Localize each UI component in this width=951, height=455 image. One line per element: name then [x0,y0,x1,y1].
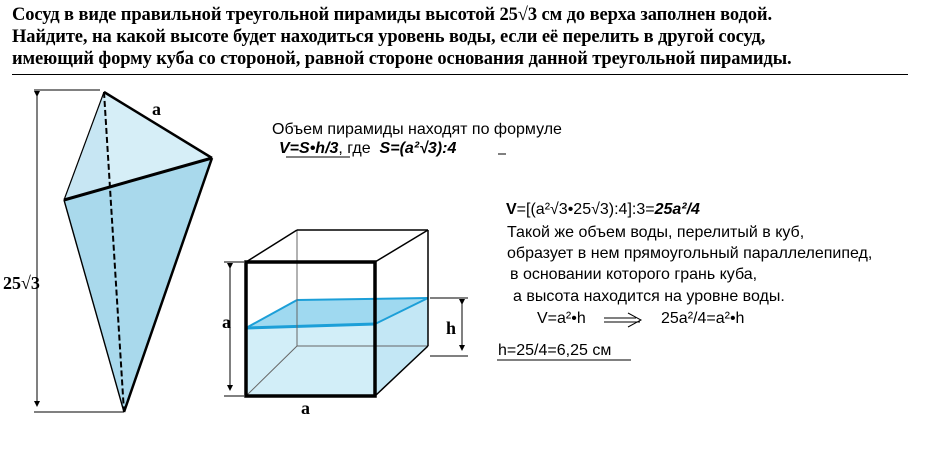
cube [224,230,468,396]
formula-volume: V=S•h/3 [279,140,339,157]
volume-calculation [506,201,700,219]
explanation-line-1: Такой же объем воды, перелитый в куб, [507,224,805,241]
cube-volume-eq: V=a²•h [537,310,586,327]
pyramid [34,90,212,412]
calc-middle: =[(a²√3•25√3):4]:3= [516,201,655,218]
answer: h=25/4=6,25 см [498,342,612,359]
pyramid-height-label: 25√3 [3,273,40,293]
volume-equation: 25a²/4=a²•h [661,310,745,327]
formula-where: , где [338,140,371,157]
problem-line-1: Сосуд в виде правильной треугольной пирамиды высотой 25√3 см до верха заполнен водой. [12,5,772,25]
pyramid-edge-label: a [152,99,161,119]
formula-intro: Объем пирамиды находят по формуле [272,121,562,138]
explanation-line-2: образует в нем прямоугольный параллелепипед, [507,245,873,262]
water-height-label: h [446,318,457,338]
problem-line-2: Найдите, на какой высоте будет находиться уровень воды, если её перелить в другой сосуд, [12,27,766,47]
calc-result: 25a²/4 [654,201,700,218]
water-body-front [246,324,375,396]
explanation-line-3: в основании которого грань куба, [510,266,758,283]
formula-line [279,140,456,158]
cube-bottom-label: a [301,398,310,418]
explanation-line-4: а высота находится на уровне воды. [513,288,785,305]
cube-side-label: a [222,312,231,332]
problem-line-3: имеющий форму куба со стороной, равной стороне основания данной треугольной пирамиды. [12,49,792,69]
formula-area: S=(a²√3):4 [379,140,457,157]
calc-prefix: V [506,201,517,218]
